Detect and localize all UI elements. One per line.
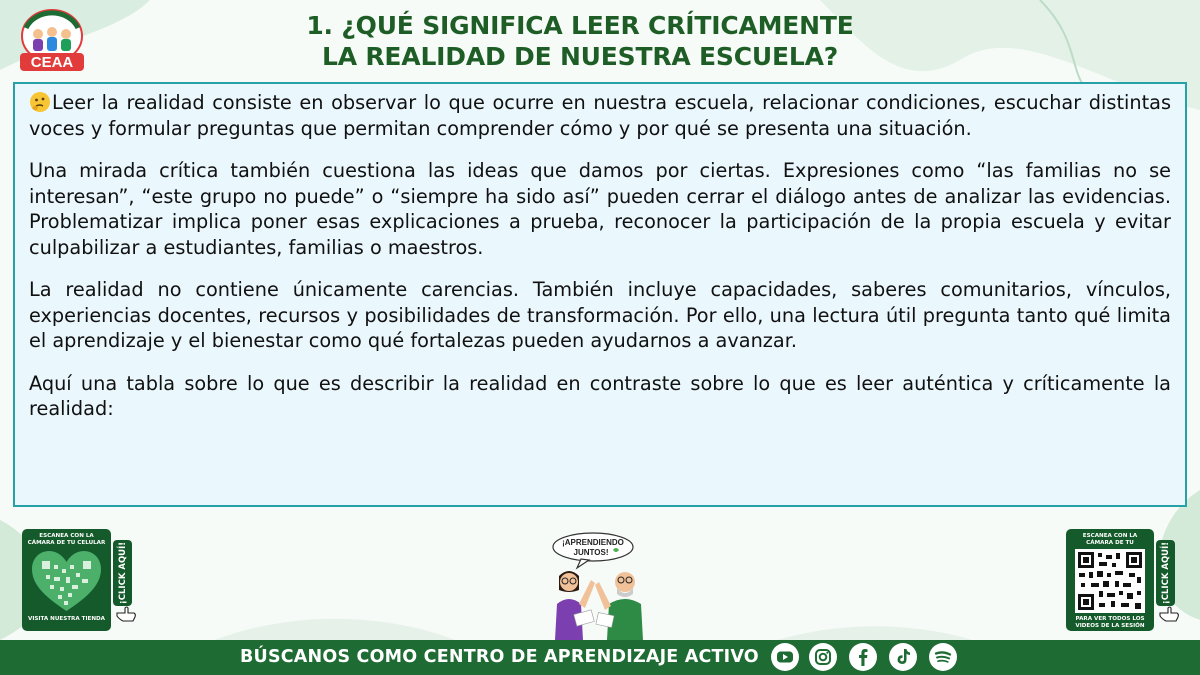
ceaa-logo: [14, 8, 90, 74]
store-qr-top-text: ESCANEA CON LA CÁMARA DE TU CELULAR: [27, 533, 106, 546]
bubble-text-line-1: ¡APRENDIENDO: [562, 538, 624, 547]
content-box: [13, 82, 1187, 507]
videos-qr-bottom-text: PARA VER TODOS LOS VIDEOS DE LA SESIÓN: [1075, 616, 1145, 629]
page-title: [220, 10, 940, 72]
videos-click-label: ¡CLICK AQUÍ!: [1160, 541, 1171, 605]
thinking-face-icon: [29, 91, 51, 113]
paragraph-3: La realidad no contiene únicamente carencias. También incluye capacidades, saberes comunitarios, vínculos, experiencias docentes, recursos y posibilidades de transformación. Por ello, una lectura útil pregunta tanto qué limita el aprendizaje y el bienestar como qué fortalezas pueden ayudarnos a avanzar.: [29, 278, 1171, 352]
store-click-tab[interactable]: [113, 540, 132, 606]
learning-together-illustration: [545, 530, 655, 640]
footer-text: BÚSCANOS COMO CENTRO DE APRENDIZAJE ACTIVO: [240, 647, 759, 667]
store-click-label: ¡CLICK AQUÍ!: [117, 541, 128, 605]
videos-qr-code-icon: [1075, 549, 1145, 613]
paragraph-4: Aquí una tabla sobre lo que es describir la realidad en contraste sobre lo que es leer auténtica y críticamente la realidad:: [29, 371, 1171, 420]
videos-qr-card[interactable]: [1066, 529, 1154, 631]
paragraph-2: Una mirada crítica también cuestiona las ideas que damos por ciertas. Expresiones como “las familias no se interesan”, “este grupo no puede” o “siempre ha sido así” pueden cerrar el diálogo antes de analizar las evidencias. Problematizar implica poner esas explicaciones a prueba, reconocer la participación de la propia escuela y evitar culpabilizar a estudiantes, familias o maestros.: [29, 159, 1171, 259]
pointing-hand-icon: [115, 604, 137, 622]
videos-qr-top-text: ESCANEA CON LA CÁMARA DE TU: [1082, 533, 1138, 546]
paragraph-1: [29, 90, 1171, 141]
youtube-icon[interactable]: [770, 642, 800, 672]
heart-qr-code-icon: [32, 551, 101, 613]
title-line-2: LA REALIDAD DE NUESTRA ESCUELA?: [321, 42, 839, 71]
store-qr-bottom-text: VISITA NUESTRA TIENDA: [27, 616, 106, 622]
title-line-1: 1. ¿QUÉ SIGNIFICA LEER CRÍTICAMENTE: [306, 11, 854, 40]
instagram-icon[interactable]: [808, 642, 838, 672]
tiktok-icon[interactable]: [888, 642, 918, 672]
spotify-icon[interactable]: [928, 642, 958, 672]
store-qr-card[interactable]: [22, 529, 111, 631]
paragraph-1-text: Leer la realidad consiste en observar lo que ocurre en nuestra escuela, relacionar condiciones, escuchar distintas voces y formular preguntas que permitan comprender cómo y por qué se presenta una situación.: [29, 91, 1171, 140]
pointing-hand-icon: [1158, 604, 1180, 622]
footer-bar: [0, 640, 1200, 675]
bubble-text-line-2: JUNTOS!: [573, 548, 609, 557]
logo-text: CEAA: [30, 54, 74, 71]
videos-click-tab[interactable]: [1156, 540, 1175, 606]
facebook-icon[interactable]: [848, 642, 878, 672]
